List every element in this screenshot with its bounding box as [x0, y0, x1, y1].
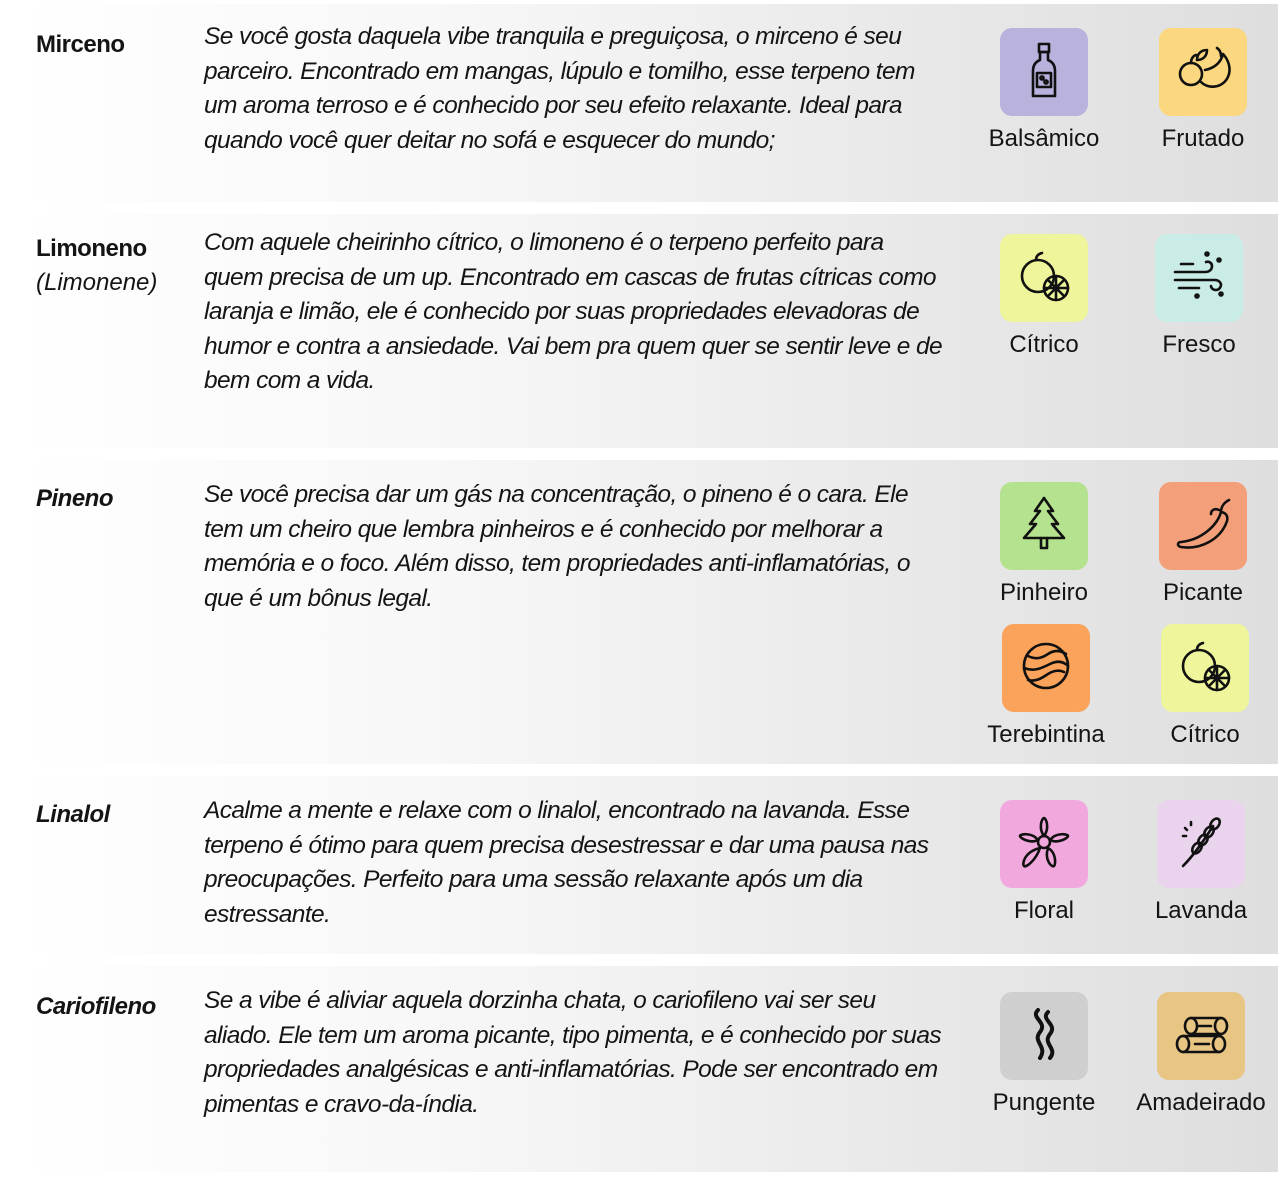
tag-tile [1000, 28, 1088, 116]
wood-logs-icon [1169, 1002, 1233, 1071]
citrus-icon [1012, 244, 1076, 313]
tag-label: Lavanda [1154, 897, 1248, 924]
terpene-name-text: Cariofileno [36, 993, 156, 1020]
lavender-icon [1169, 810, 1233, 879]
aroma-tag-floral [969, 800, 1119, 926]
terpene-name-text: Limoneno [36, 235, 147, 262]
terpene-row-cariofileno [18, 966, 1278, 1172]
tag-label: Balsâmico [988, 125, 1100, 152]
fruit-icon [1171, 38, 1235, 107]
turpentine-ball-icon [1014, 634, 1078, 703]
aroma-tag-balsamico [969, 28, 1119, 154]
terpene-name-text: Pineno [36, 485, 114, 512]
tag-tile [1159, 482, 1247, 570]
terpene-description: Com aquele cheirinho cítrico, o limoneno é o terpeno perfeito para quem precisa de um up. Encontrado em cascas de frutas cítricas como laranja e limão, ele é conhecido por suas propriedades elevadoras de humor e contra a ansiedade. Vai bem pra quem quer se sentir leve e de bem com a vida. [204, 229, 943, 394]
bottle-icon [1012, 38, 1076, 107]
terpene-row-linalol [18, 776, 1278, 954]
terpene-name-text: Mirceno [36, 31, 125, 58]
tag-label: Cítrico [1009, 331, 1079, 358]
terpene-name [36, 482, 113, 516]
wind-icon [1167, 244, 1231, 313]
aroma-tag-pungente [969, 992, 1119, 1118]
aroma-tag-picante [1128, 482, 1278, 608]
terpene-subtitle: (Limonene) [36, 269, 158, 296]
chili-pepper-icon [1171, 492, 1235, 561]
tag-tile [1161, 624, 1249, 712]
tag-tile [1000, 992, 1088, 1080]
terpene-name [36, 798, 110, 832]
aroma-tag-pinheiro [969, 482, 1119, 608]
tag-tile [1157, 992, 1245, 1080]
terpene-name [36, 28, 125, 62]
terpene-row-pineno [18, 460, 1278, 764]
aroma-tag-citrico [969, 234, 1119, 360]
tag-label: Amadeirado [1136, 1089, 1266, 1116]
terpene-row-mirceno [18, 4, 1278, 202]
tag-tile [1000, 482, 1088, 570]
terpene-name [36, 990, 156, 1024]
terpene-name-text: Linalol [36, 801, 110, 828]
flower-icon [1012, 810, 1076, 879]
pine-tree-icon [1012, 492, 1076, 561]
tag-tile [1000, 234, 1088, 322]
aroma-tag-citrico-2 [1130, 624, 1280, 750]
tag-label: Frutado [1161, 125, 1245, 152]
aroma-tag-frutado [1128, 28, 1278, 154]
tag-tile [1000, 800, 1088, 888]
terpene-description: Se você gosta daquela vibe tranquila e preguiçosa, o mirceno é seu parceiro. Encontrado em mangas, lúpulo e tomilho, esse terpeno tem um aroma terroso e é conhecido por seu efeito relaxante. Ideal para quando você quer deitar no sofá e esquecer do mundo; [204, 23, 915, 154]
aroma-tag-fresco [1124, 234, 1274, 360]
aroma-tag-amadeirado [1126, 992, 1276, 1118]
tag-label: Fresco [1162, 331, 1236, 358]
tag-tile [1002, 624, 1090, 712]
tag-label: Cítrico [1170, 721, 1240, 748]
tag-label: Terebintina [987, 721, 1105, 748]
tag-label: Floral [1013, 897, 1074, 924]
aroma-tag-terebintina [971, 624, 1121, 750]
tag-label: Pungente [992, 1089, 1096, 1116]
tag-tile [1155, 234, 1243, 322]
tag-tile [1159, 28, 1247, 116]
citrus-icon [1173, 634, 1237, 703]
terpene-row-limoneno [18, 214, 1278, 448]
tag-label: Picante [1162, 579, 1244, 606]
tag-label: Pinheiro [999, 579, 1089, 606]
terpene-description: Acalme a mente e relaxe com o linalol, encontrado na lavanda. Esse terpeno é ótimo para quem precisa desestressar e dar uma pausa nas preocupações. Perfeito para uma sessão relaxante após um dia estressante. [204, 797, 929, 928]
terpene-name [36, 232, 157, 300]
terpene-description: Se a vibe é aliviar aquela dorzinha chata, o cariofileno vai ser seu aliado. Ele tem um aroma picante, tipo pimenta, e é conhecido por suas propriedades analgésicas e anti-inflamatórias. Pode ser encontrado em pimentas e cravo-da-índia. [204, 987, 942, 1118]
tag-tile [1157, 800, 1245, 888]
pungent-waves-icon [1012, 1002, 1076, 1071]
aroma-tag-lavanda [1126, 800, 1276, 926]
terpene-description: Se você precisa dar um gás na concentração, o pineno é o cara. Ele tem um cheiro que lembra pinheiros e é conhecido por melhorar a memória e o foco. Além disso, tem propriedades anti-inflamatórias, o que é um bônus legal. [204, 481, 910, 612]
